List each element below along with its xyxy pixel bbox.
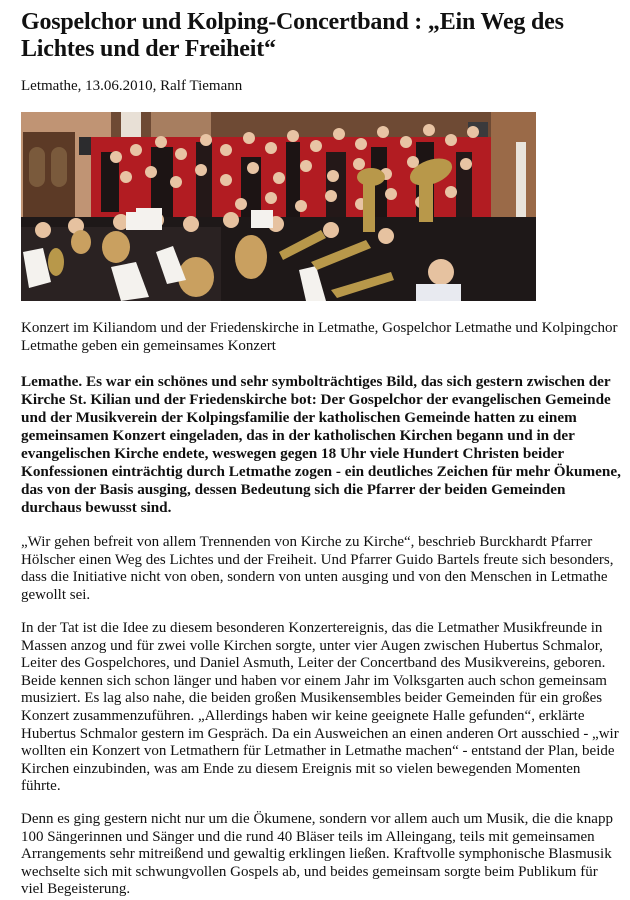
altar-niche-right — [51, 147, 67, 187]
article-paragraph-3: Denn es ging gestern nicht nur um die Ökumene, sondern vor allem auch um Musik, die die knapp 100 Sängerinnen und Sänger und die rund 40 Bläser teils im Alleingang, teils mit gemeinsamen Arrangements sehr mitreißend und gewaltig erklingen ließen. Kraftvolle symphonische Blasmusik wechselte sich mit schwungvollen Gospels ab, und beides gemeinsam sorgte beim Publikum für viel Begeisterung. — [21, 811, 613, 898]
photo-caption: Konzert im Kiliandom und der Friedenskirche in Letmathe, Gospelchor Letmathe und Kolpingchor Letmathe geben ein gemeinsames Konzert — [21, 320, 618, 354]
article-lead: Lemathe. Es war ein schönes und sehr symbolträchtiges Bild, das sich gestern zwischen der Kirche St. Kilian und der Friedenskirche bot: Der Gospelchor der evangelischen Gemeinde und der Musikverein der Kolpingsfamilie der katholischen Gemeinde hatten zu einem gemeinsamen Konzert eingeladen, das in der katholischen Kirchen begann und in der evangelischen Kirche endete, weswegen gegen 18 Uhr viele Hundert Christen beider Konfessionen einträchtig durch Letmathe zogen - ein deutliches Zeichen für mehr Ökumene, das von der Basis ausging, dessen Bedeutung sich die Pfarrer der beiden Gemeinden durchaus bewusst sind. — [21, 373, 621, 516]
altar-niche-left — [29, 147, 45, 187]
article-paragraph-1: „Wir gehen befreit von allem Trennenden von Kirche zu Kirche“, beschrieb Burckhardt Pfarrer Hölscher einen Weg des Lichtes und der Freiheit. Und Pfarrer Guido Bartels freute sich besonders, dass die Initiative nicht von oben, sondern von unten ausging und von den Menschen in Letmathe gewollt sei. — [21, 534, 614, 603]
concert-photo-illustration — [21, 112, 536, 301]
article-headline: Gospelchor und Kolping-Concertband : „Ein Weg des Lichtes und der Freiheit“ — [21, 9, 564, 62]
article-photo — [21, 112, 536, 301]
article-paragraph-2: In der Tat ist die Idee zu diesem besonderen Konzertereignis, das die Letmather Musikfreunde in Massen anzog und für zwei volle Kirchen sorgte, unter vier Augen zwischen Hubertus Schmalor, Leiter des Gospelchores, und Daniel Asmuth, Leiter der Concertband des Musikvereins, geboren. Beide kennen sich schon länger und haben vor einem Jahr im Volksgarten auch schon gemeinsam musiziert. Es lag also nahe, die beiden großen Musikensembles beider Gemeinden für ein großes Konzert zusammenzuführen. „Allerdings haben wir keine geeignete Halle gefunden“, erklärte Hubertus Schmalor gestern im Gespräch. Da ein Ausweichen an einen anderen Ort ausschied - „wir wollten ein Konzert von Letmathern für Letmather in Letmathe machen“ - entstand der Plan, beide Kirchen einzubinden, was am Ende zu diesem Ereignis mit so vielen bewegenden Momenten führte. — [21, 620, 619, 795]
article-byline: Letmathe, 13.06.2010, Ralf Tiemann — [21, 78, 243, 94]
white-shirt — [416, 284, 461, 301]
speaker-left — [79, 137, 93, 155]
